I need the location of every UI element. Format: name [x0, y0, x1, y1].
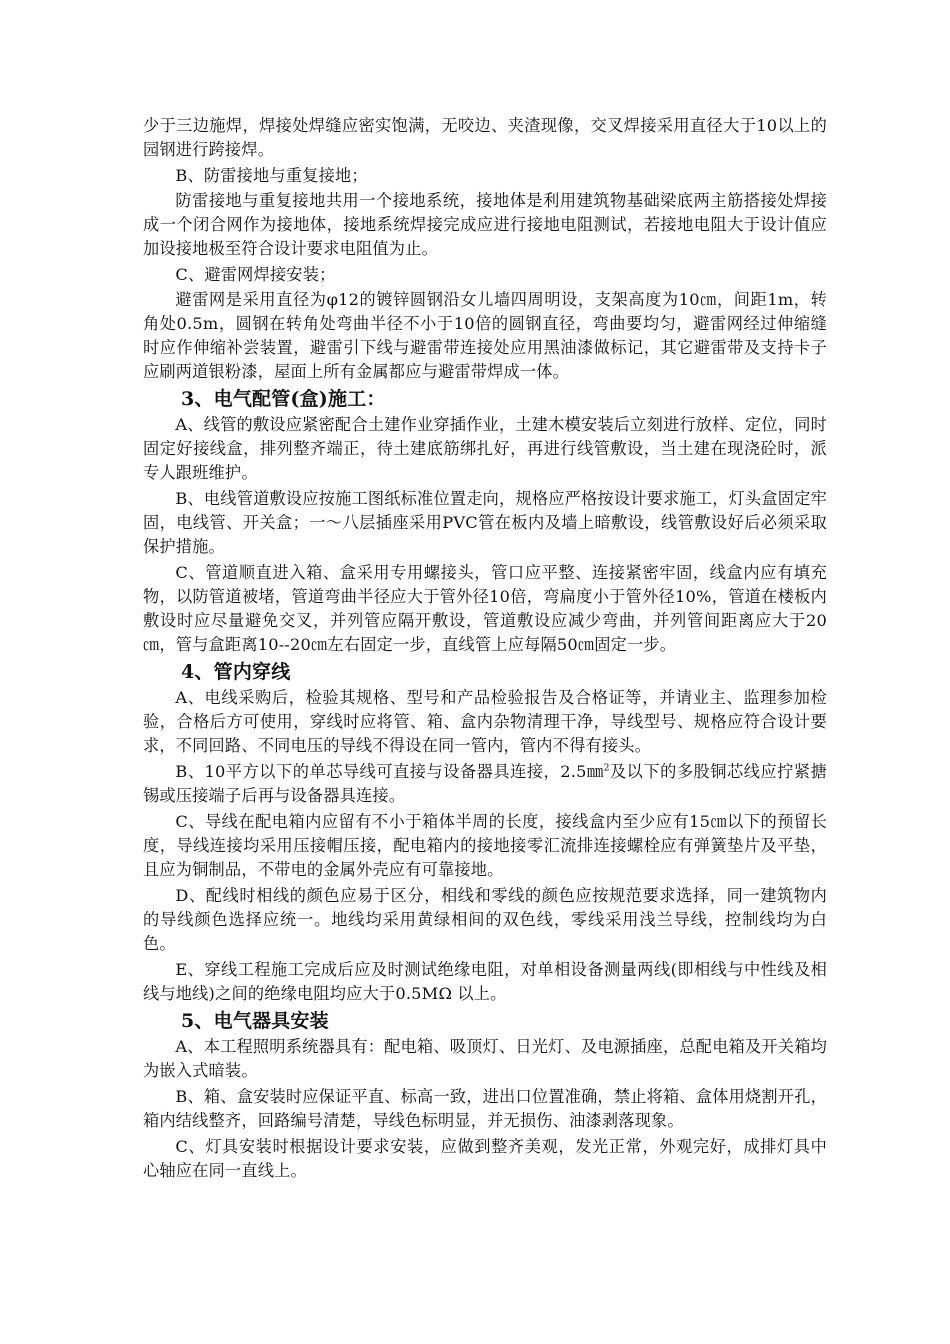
section-5-item-c: C、灯具安装时根据设计要求安装，应做到整齐美观，发光正常，外观完好，成排灯具中心轴应在同一直线上。	[143, 1137, 827, 1180]
section-4-heading: 4、管内穿线	[181, 661, 291, 683]
subsection-b-title: B、防雷接地与重复接地；	[175, 166, 368, 185]
section-4-item-c: C、导线在配电箱内应留有不小于箱体半周的长度，接线盒内至少应有15㎝以下的预留长度，导线连接均采用压接帽压接，配电箱内的接地接零汇流排连接螺栓应有弹簧垫片及平垫，且应为铜制品，不带电的金属外壳应有可靠接地。	[143, 812, 827, 879]
section-5-heading: 5、电气器具安装	[181, 1010, 329, 1032]
section-4-item-d: D、配线时相线的颜色应易于区分，相线和零线的颜色应按规范要求选择，同一建筑物内的导线颜色选择应统一。地线均采用黄绿相间的双色线，零线采用浅兰导线，控制线均为白色。	[143, 886, 827, 953]
section-3-item-a: A、线管的敷设应紧密配合土建作业穿插作业，土建木模安装后立刻进行放样、定位，同时固定好接线盒，排列整齐端正，待土建底筋绑扎好，再进行线管敷设，当土建在现浇砼时，派专人跟班维护。	[143, 415, 827, 482]
subsection-c-body: 避雷网是采用直径为φ12的镀锌圆钢沿女儿墙四周明设，支架高度为10㎝，间距1m，转角处0.5m，圆钢在转角处弯曲半径不小于10倍的圆钢直径，弯曲要均匀，避雷网经过伸缩缝时应作伸缩补尝装置，避雷引下线与避雷带连接处应用黑油漆做标记，其它避雷带及支持卡子应刷两道银粉漆，屋面上所有金属都应与避雷带焊成一体。	[143, 290, 827, 381]
section-5-item-b: B、箱、盒安装时应保证平直、标高一致，进出口位置准确，禁止将箱、盒体用烧割开孔，箱内结线整齐，回路编号清楚，导线色标明显，并无损伤、油漆剥落现象。	[143, 1087, 827, 1130]
section-4-item-b-post: 及以下的多股铜芯线应拧紧搪锡或压接端子后再与设备器具连接。	[143, 762, 827, 805]
superscript-2: 2	[603, 763, 610, 774]
section-3-heading: 3、电气配管(盒)施工：	[181, 388, 386, 410]
section-3-item-b: B、电线管道敷设应按施工图纸标准位置走向，规格应严格按设计要求施工，灯头盒固定牢固，电线管、开关盒；一～八层插座采用PVC管在板内及墙上暗敷设，线管敷设好后必须采取保护措施。	[143, 489, 827, 556]
section-4-item-b	[143, 760, 827, 808]
subsection-c-title: C、避雷网焊接安装；	[175, 265, 336, 284]
section-4-item-b-pre: B、10平方以下的单芯导线可直接与设备器具连接，2.5㎜	[175, 762, 604, 781]
document-body	[143, 114, 827, 1185]
subsection-b-body: 防雷接地与重复接地共用一个接地系统，接地体是利用建筑物基础梁底两主筋搭接处焊接成一个闭合网作为接地体，接地系统焊接完成应进行接地电阻测试，若接地电阻大于设计值应加设接地极至符合设计要求电阻值为止。	[143, 191, 827, 258]
section-5-item-a: A、本工程照明系统器具有：配电箱、吸顶灯、日光灯、及电源插座，总配电箱及开关箱均为嵌入式暗装。	[143, 1037, 827, 1080]
section-4-item-e: E、穿线工程施工完成后应及时测试绝缘电阻，对单相设备测量两线(即相线与中性线及相线与地线)之间的绝缘电阻均应大于0.5MΩ 以上。	[143, 960, 827, 1003]
section-4-item-a: A、电线采购后，检验其规格、型号和产品检验报告及合格证等，并请业主、监理参加检验，合格后方可使用，穿线时应将管、箱、盒内杂物清理干净，导线型号、规格应符合设计要求，不同回路、不同电压的导线不得设在同一管内，管内不得有接头。	[143, 688, 827, 755]
section-3-item-c: C、管道顺直进入箱、盒采用专用螺接头，管口应平整、连接紧密牢固，线盒内应有填充物，以防管道被堵，管道弯曲半径应大于管外径10倍，弯扁度小于管外径10%，管道在楼板内敷设时应尽量避免交叉，并列管应隔开敷设，管道敷设应减少弯曲，并列管间距离应大于20㎝，管与盒距离10--20㎝左右固定一步，直线管上应每隔50㎝固定一步。	[143, 563, 827, 654]
paragraph-continuation: 少于三边施焊，焊接处焊缝应密实饱满，无咬边、夹渣现像，交叉焊接采用直径大于10以上的园钢进行跨接焊。	[143, 116, 827, 159]
